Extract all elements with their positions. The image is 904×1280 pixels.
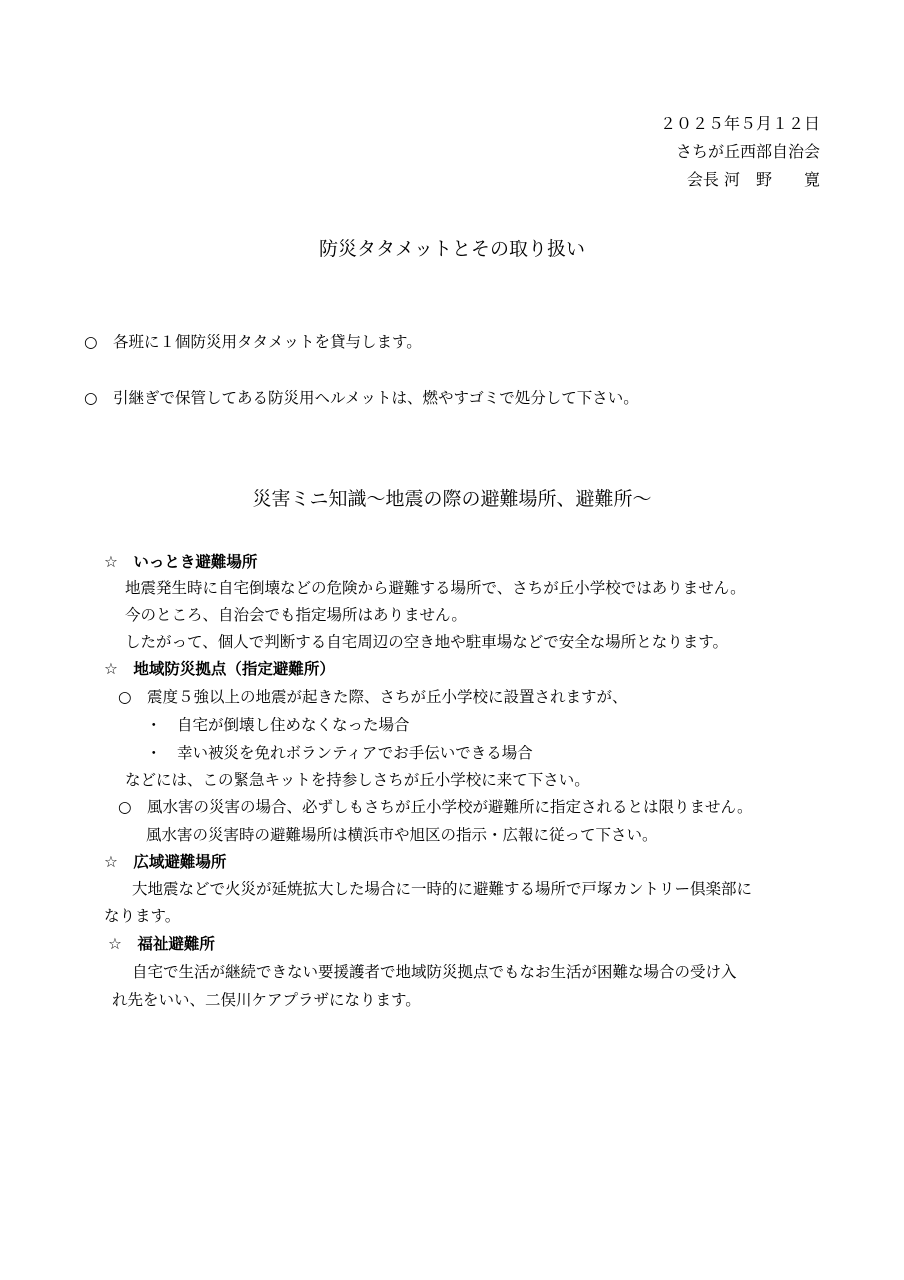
fukushi-line: 自宅で生活が継続できない要援護者で地域防災拠点でもなお生活が困難な場合の受け入 [132,963,737,981]
ittoki-line: したがって、個人で判断する自宅周辺の空き地や駐車場などで安全な場所となります。 [125,633,728,651]
section-heading-ittoki: ☆ いっとき避難場所 [104,553,258,571]
section-heading-chiiki: ☆ 地域防災拠点（指定避難所） [104,660,335,678]
chiiki-line: 風水害の災害時の避難場所は横浜市や旭区の指示・広報に従って下さい。 [146,826,658,844]
ittoki-line: 地震発生時に自宅倒壊などの危険から避難する場所で、さちが丘小学校ではありません。 [125,579,746,597]
ittoki-line: 今のところ、自治会でも指定場所はありません。 [125,606,467,624]
koiki-line: 大地震などで火災が延焼拡大した場合に一時的に避難する場所で戸塚カントリー倶楽部に [132,880,753,898]
fukushi-line: れ先をいい、二俣川ケアプラザになります。 [112,991,421,1009]
organization-name: さちが丘西部自治会 [675,142,820,161]
chiiki-line: ○ 風水害の災害の場合、必ずしもさちが丘小学校が避難所に指定されるとは限りません。 [118,798,753,816]
notice-item: ○ 引継ぎで保管してある防災用ヘルメットは、燃やすゴミで処分して下さい。 [84,389,639,407]
koiki-line: なります。 [104,907,181,925]
section-title: 災害ミニ知識～地震の際の避難場所、避難所～ [252,488,652,510]
page-title: 防災タタメットとその取り扱い [318,238,585,260]
section-heading-fukushi: ☆ 福祉避難所 [108,935,215,953]
notice-item: ○ 各班に１個防災用タタメットを貸与します。 [84,333,422,351]
chiiki-bullet: ・ 自宅が倒壊し住めなくなった場合 [146,716,410,734]
section-heading-koiki: ☆ 広域避難場所 [104,853,227,871]
chiiki-line: などには、この緊急キットを持参しさちが丘小学校に来て下さい。 [125,771,590,789]
author-name: 会長 河 野 寛 [686,170,820,189]
chiiki-bullet: ・ 幸い被災を免れボランティアでお手伝いできる場合 [146,744,533,762]
document-date: ２０２５年５月１２日 [659,114,820,133]
chiiki-line: ○ 震度５強以上の地震が起きた際、さちが丘小学校に設置されますが、 [118,688,628,706]
